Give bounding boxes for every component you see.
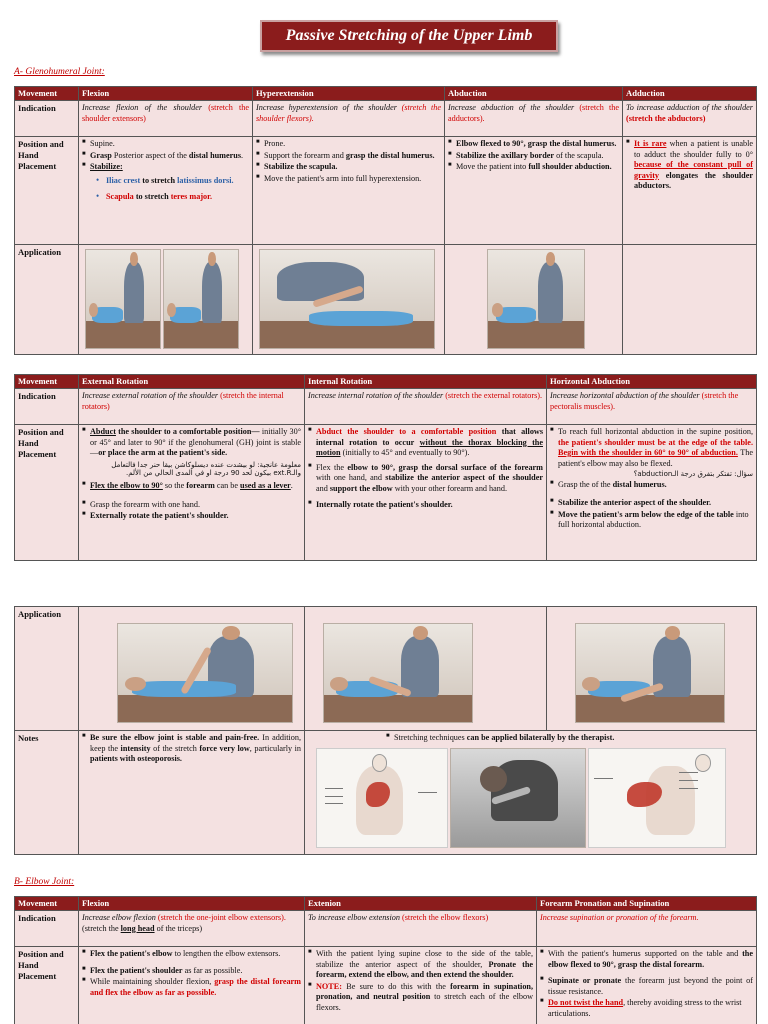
list-item: ■ With the patient's humerus supported on the table and the elbow flexed to 90°, grasp the distal forearm. xyxy=(540,949,753,970)
elbow-extension-position xyxy=(305,947,537,1024)
list-item: ■ Move the patient's arm into full hyperextension. xyxy=(256,174,441,185)
list-item: ■ To reach full horizontal abduction in the supine position, the patient's shoulder must be at the edge of the table. Begin with the shoulder in 60° to 90° of abduction. The patient's elbow may also be flexed. xyxy=(550,427,753,469)
list-item: ■ Move the patient's arm below the edge of the table into full horizontal abduction. xyxy=(550,510,753,531)
header-external-rotation: External Rotation xyxy=(79,375,305,389)
hyperextension-application xyxy=(253,245,445,355)
row-label-application: Application xyxy=(15,607,79,731)
horizontal-abduction-indication: Increase horizontal abduction of the shoulder (stretch the pectoralis muscles). xyxy=(547,389,757,425)
list-item: ■ Do not twist the hand, thereby avoiding stress to the wrist articulations. xyxy=(540,998,753,1019)
list-item: ■ NOTE: Be sure to do this with the forearm in supination, pronation, and neutral position to stretch each of the elbow flexors. xyxy=(308,982,533,1014)
section-heading-glenohumeral: A- Glenohumeral Joint: xyxy=(14,67,105,77)
external-rotation-position xyxy=(79,425,305,561)
pronation-supination-position xyxy=(537,947,757,1024)
header-adduction: Adduction xyxy=(623,87,757,101)
row-label-position: Position and Hand Placement xyxy=(15,947,79,1024)
list-item: ■ Stabilize the scapula. xyxy=(256,162,441,173)
header-abduction: Abduction xyxy=(445,87,623,101)
list-item: ■ It is rare when a patient is unable to adduct the shoulder fully to 0° because of the constant pull of gravity elongates the shoulder abductors. xyxy=(626,139,753,192)
abduction-application xyxy=(445,245,623,355)
application-row xyxy=(15,245,757,355)
notes-row xyxy=(15,731,757,855)
abduction-photo xyxy=(487,249,585,349)
internal-rotation-indication: Increase internal rotation of the shoulder (stretch the external rotators). xyxy=(305,389,547,425)
row-label-application: Application xyxy=(15,245,79,355)
hyperextension-photo xyxy=(259,249,435,349)
list-item: ■ Grasp the of the distal humerus. xyxy=(550,480,753,491)
header-hyperextension: Hyperextension xyxy=(253,87,445,101)
glenohumeral-table-3 xyxy=(14,606,757,855)
list-item: ■ Externally rotate the patient's shoulder. xyxy=(82,511,301,522)
row-label-indication: Indication xyxy=(15,389,79,425)
header-movement: Movement xyxy=(15,375,79,389)
arabic-note-2: سؤال: تفتكر بتفرق درجة الـabduction؟ xyxy=(633,470,753,478)
header-elbow-extension: Extenion xyxy=(305,897,537,911)
internal-rotation-photo xyxy=(323,623,473,723)
section-heading-elbow: B- Elbow Joint: xyxy=(14,877,75,887)
list-item: ■ Stabilize the axillary border of the scapula. xyxy=(448,151,619,162)
indication-row xyxy=(15,101,757,137)
header-movement: Movement xyxy=(15,87,79,101)
page-title: Passive Stretching of the Upper Limb xyxy=(260,20,558,52)
list-item: ■ Supine. xyxy=(82,139,249,150)
table-header-row xyxy=(15,375,757,389)
indication-row xyxy=(15,389,757,425)
list-item: • Iliac crest to stretch latissimus dorsi. xyxy=(96,176,249,187)
horizontal-abduction-position xyxy=(547,425,757,561)
application-row xyxy=(15,607,757,731)
elbow-extension-indication: To increase elbow extension (stretch the elbow flexors) xyxy=(305,911,537,947)
external-rotation-photo xyxy=(117,623,293,723)
table-header-row xyxy=(15,897,757,911)
header-movement: Movement xyxy=(15,897,79,911)
list-item: ■ With the patient lying supine close to the side of the table, stabilize the anterior aspect of the shoulder, Pronate the forearm, extend the elbow, and then extend the shoulder. xyxy=(308,949,533,981)
row-label-indication: Indication xyxy=(15,911,79,947)
external-rotation-indication: Increase external rotation of the shoulder (stretch the internal rotators) xyxy=(79,389,305,425)
list-item: ■ Stabilize: xyxy=(82,162,249,173)
header-horizontal-abduction: Horizontal Abduction xyxy=(547,375,757,389)
list-item: ■ Supinate or pronate the forearm just beyond the point of tissue resistance. xyxy=(540,976,753,997)
list-item: ■ Abduct the shoulder to a comfortable position that allows internal rotation to occur without the thorax blocking the motion (initially to 45° and eventually to 90°). xyxy=(308,427,543,459)
anatomy-illustrations xyxy=(316,748,753,848)
list-item: ■ Grasp Posterior aspect of the distal humerus. xyxy=(82,151,249,162)
list-item: ■ Grasp the forearm with one hand. xyxy=(82,500,301,511)
row-label-indication: Indication xyxy=(15,101,79,137)
list-item: • Scapula to stretch teres major. xyxy=(96,192,249,203)
list-item: ■ Flex the elbow to 90°, grasp the dorsal surface of the forearm with one hand, and stabilize the anterior aspect of the shoulder and support the elbow with your other forearm and hand. xyxy=(308,463,543,495)
row-label-position: Position and Hand Placement xyxy=(15,425,79,561)
arabic-note-1: معلومة عانجية: لو بيشدت عنده ديسلوكاشن بيقا حنر جدا فالتعامل والـext.R بيكون لحد 90 درجة او في المدى الحالي من الألم. xyxy=(111,460,301,478)
hyperextension-indication: Increase hyperextension of the shoulder (stretch the shoulder flexors). xyxy=(253,101,445,137)
list-item: ■ Elbow flexed to 90°, grasp the distal humerus. xyxy=(448,139,619,150)
abduction-position xyxy=(445,137,623,245)
row-label-position: Position and Hand Placement xyxy=(15,137,79,245)
position-row xyxy=(15,947,757,1024)
indication-row xyxy=(15,911,757,947)
internal-rotation-position xyxy=(305,425,547,561)
internal-rotation-application xyxy=(305,607,547,731)
horizontal-abduction-photo xyxy=(575,623,725,723)
list-item: ■ Flex the patient's elbow to lengthen the elbow extensors. xyxy=(82,949,301,960)
glenohumeral-table-2 xyxy=(14,374,757,561)
position-row xyxy=(15,425,757,561)
notes-cell-2 xyxy=(305,731,757,855)
flexion-indication: Increase flexion of the shoulder (stretch the shoulder extensors) xyxy=(79,101,253,137)
list-item: ■ Abduct the shoulder to a comfortable position— initially 30° or 45° and later to 90° if the glenohumeral (GH) joint is stable—or place the arm at the patient's side. xyxy=(82,427,301,459)
elbow-table xyxy=(14,896,757,1024)
elbow-flexion-indication: Increase elbow flexion (stretch the one-joint elbow extensors). (stretch the long head of the triceps) xyxy=(79,911,305,947)
pronation-supination-indication: Increase supination or pronation of the forearm. xyxy=(537,911,757,947)
table-header-row xyxy=(15,87,757,101)
abduction-indication: Increase abduction of the shoulder (stretch the adductors). xyxy=(445,101,623,137)
list-item: ■ Prone. xyxy=(256,139,441,150)
list-item: ■ Stabilize the anterior aspect of the shoulder. xyxy=(550,498,753,509)
glenohumeral-table-1 xyxy=(14,86,757,355)
elbow-flexion-position xyxy=(79,947,305,1024)
list-item: ■ Stretching techniques can be applied bilaterally by the therapist. xyxy=(386,733,753,744)
adduction-indication: To increase adduction of the shoulder (stretch the abductors) xyxy=(623,101,757,137)
header-pronation-supination: Forearm Pronation and Supination xyxy=(537,897,757,911)
list-item: ■ Flex the elbow to 90° so the forearm can be used as a lever. xyxy=(82,481,301,492)
row-label-notes: Notes xyxy=(15,731,79,855)
list-item: ■ While maintaining shoulder flexion, grasp the distal forearm and flex the elbow as far as possible. xyxy=(82,977,301,998)
notes-cell-1 xyxy=(79,731,305,855)
adduction-position xyxy=(623,137,757,245)
hyperextension-position xyxy=(253,137,445,245)
flexion-photo-2 xyxy=(163,249,239,349)
list-item: ■ Internally rotate the patient's shoulder. xyxy=(308,500,543,511)
header-elbow-flexion: Flexion xyxy=(79,897,305,911)
position-row xyxy=(15,137,757,245)
list-item: ■ Flex the patient's shoulder as far as possible. xyxy=(82,966,301,977)
list-item: ■ Move the patient into full shoulder abduction. xyxy=(448,162,619,173)
flexion-application xyxy=(79,245,253,355)
list-item: ■ Be sure the elbow joint is stable and pain-free. In addition, keep the intensity of the stretch force very low, particularly in patients with osteoporosis. xyxy=(82,733,301,765)
flexion-photo-1 xyxy=(85,249,161,349)
header-flexion: Flexion xyxy=(79,87,253,101)
adduction-application xyxy=(623,245,757,355)
anatomy-illustration-1 xyxy=(316,748,448,848)
flexion-position xyxy=(79,137,253,245)
anatomy-photo xyxy=(450,748,586,848)
list-item: ■ Support the forearm and grasp the distal humerus. xyxy=(256,151,441,162)
header-internal-rotation: Internal Rotation xyxy=(305,375,547,389)
horizontal-abduction-application xyxy=(547,607,757,731)
external-rotation-application xyxy=(79,607,305,731)
anatomy-illustration-2 xyxy=(588,748,726,848)
